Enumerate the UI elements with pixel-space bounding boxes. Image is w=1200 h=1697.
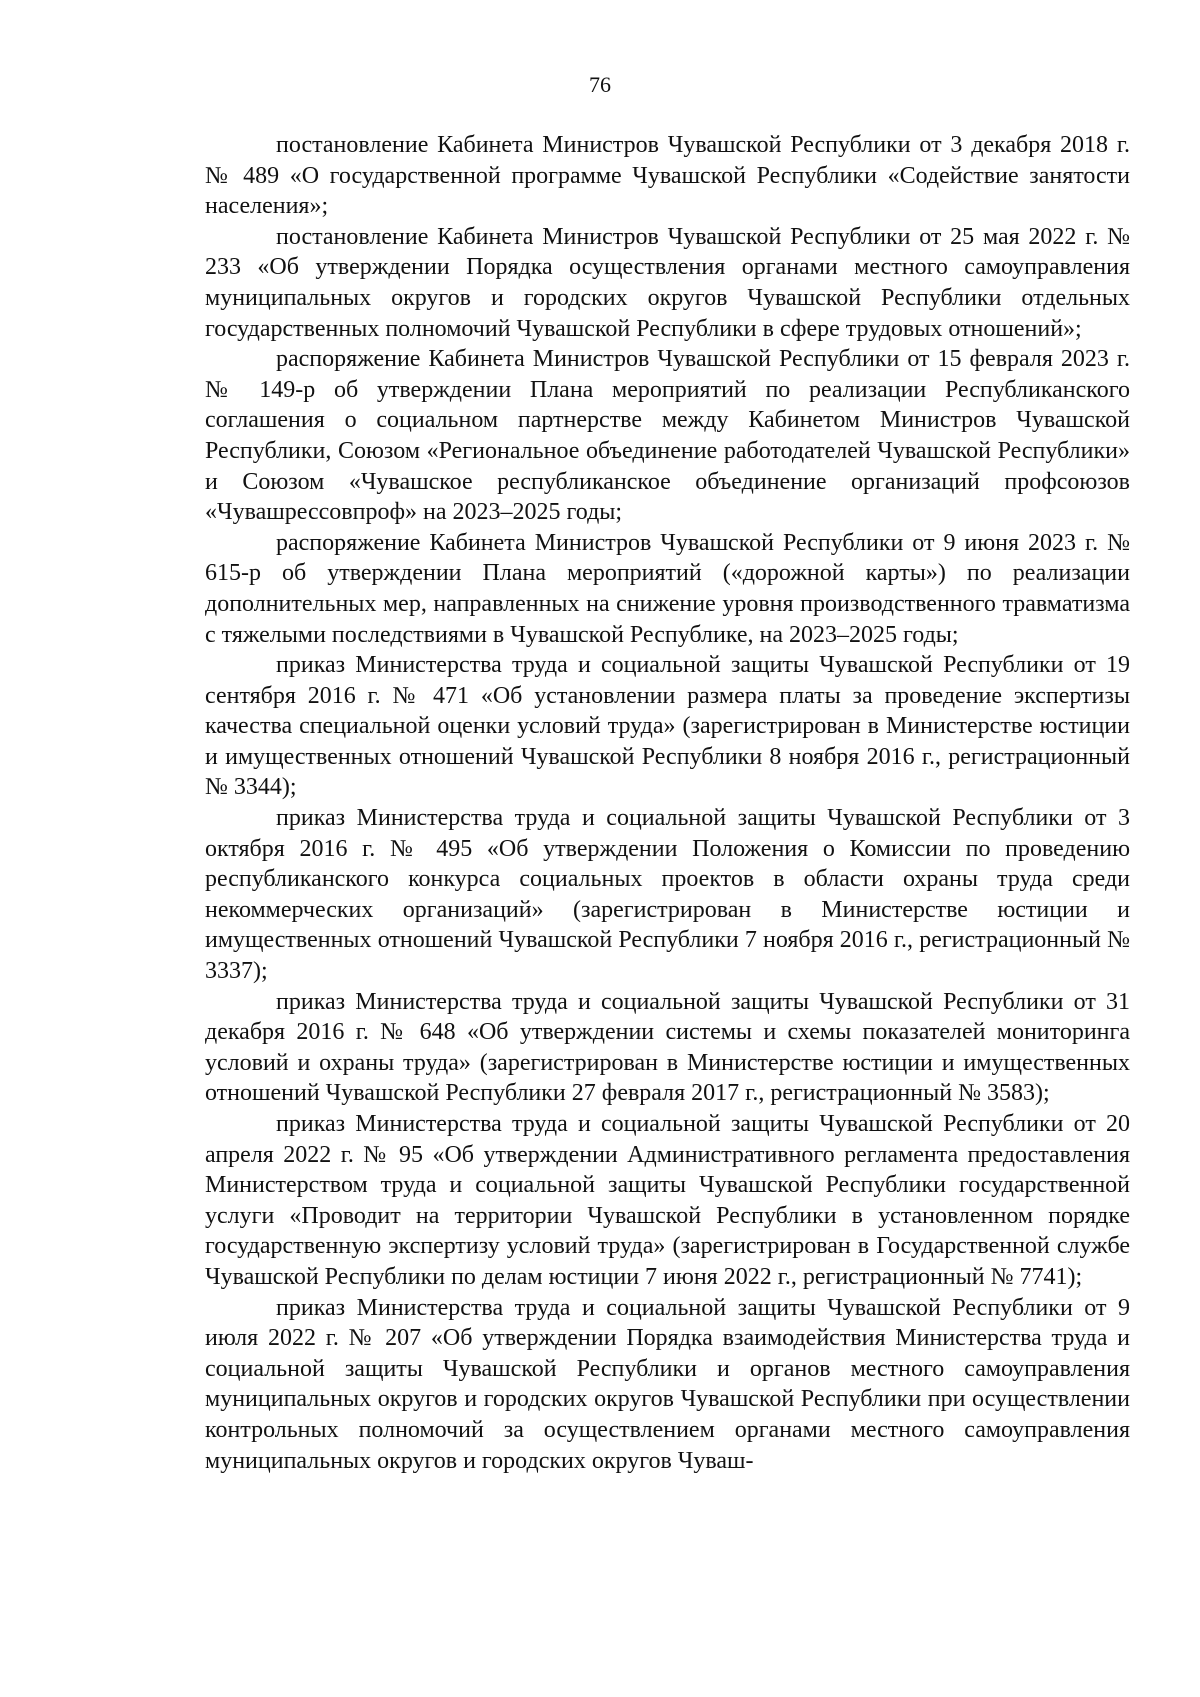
paragraph-order-615-r: распоряжение Кабинета Министров Чувашской Республики от 9 июня 2023 г. № 615-р об утверждении Плана мероприятий («дорожной карты») по реализации дополнительных мер, направленных на снижение уровня производственного травматизма с тяжелыми последствиями в Чувашской Республике, на 2023–2025 годы; xyxy=(205,529,1130,648)
paragraph-decree-495: приказ Министерства труда и социальной защиты Чувашской Республики от 3 октября 2016 г. № 495 «Об утверждении Положения о Комиссии по проведению республиканского конкурса социальных проектов в области охраны труда среди некоммерческих организаций» (зарегистрирован в Министерстве юстиции и имущественных отношений Чувашской Республики 7 ноября 2016 г., регистрационный № 3337); xyxy=(205,805,1130,985)
document-body xyxy=(205,130,1130,1476)
paragraph-decree-471: приказ Министерства труда и социальной защиты Чувашской Республики от 19 сентября 2016 г. № 471 «Об установлении размера платы за проведение экспертизы качества специальной оценки условий труда» (зарегистрирован в Министерстве юстиции и имущественных отношений Чувашской Республики 8 ноября 2016 г., регистрационный № 3344); xyxy=(205,652,1130,801)
paragraph-decree-648: приказ Министерства труда и социальной защиты Чувашской Республики от 31 декабря 2016 г. № 648 «Об утверждении системы и схемы показателей мониторинга условий и охраны труда» (зарегистрирован в Министерстве юстиции и имущественных отношений Чувашской Республики 27 февраля 2017 г., регистрационный № 3583); xyxy=(205,988,1130,1107)
paragraph-order-149-r: распоряжение Кабинета Министров Чувашской Республики от 15 февраля 2023 г. № 149-р об утверждении Плана мероприятий по реализации Республиканского соглашения о социальном партнерстве между Кабинетом Министров Чувашской Республики, Союзом «Региональное объединение работодателей Чувашской Республики» и Союзом «Чувашское республиканское объединение организаций профсоюзов «Чувашрессовпроф» на 2023–2025 годы; xyxy=(205,346,1130,526)
paragraph-decree-207: приказ Министерства труда и социальной защиты Чувашской Республики от 9 июля 2022 г. № 207 «Об утверждении Порядка взаимодействия Министерства труда и социальной защиты Чувашской Республики и органов местного самоуправления муниципальных округов и городских округов Чувашской Республики при осуществлении контрольных полномочий за осуществлением органами местного самоуправления муниципальных округов и городских округов Чуваш- xyxy=(205,1294,1130,1474)
paragraph-resolution-489: постановление Кабинета Министров Чувашской Республики от 3 декабря 2018 г. № 489 «О государственной программе Чувашской Республики «Содействие занятости населения»; xyxy=(205,132,1130,220)
paragraph-resolution-233: постановление Кабинета Министров Чувашской Республики от 25 мая 2022 г. № 233 «Об утверждении Порядка осуществления органами местного самоуправления муниципальных округов и городских округов Чувашской Республики отдельных государственных полномочий Чувашской Республики в сфере трудовых отношений»; xyxy=(205,223,1130,342)
paragraph-decree-95: приказ Министерства труда и социальной защиты Чувашской Республики от 20 апреля 2022 г. № 95 «Об утверждении Административного регламента предоставления Министерством труда и социальной защиты Чувашской Республики государственной услуги «Проводит на территории Чувашской Республики в установленном порядке государственную экспертизу условий труда» (зарегистрирован в Государственной службе Чувашской Республики по делам юстиции 7 июня 2022 г., регистрационный № 7741); xyxy=(205,1111,1130,1290)
page-number: 76 xyxy=(589,72,611,97)
